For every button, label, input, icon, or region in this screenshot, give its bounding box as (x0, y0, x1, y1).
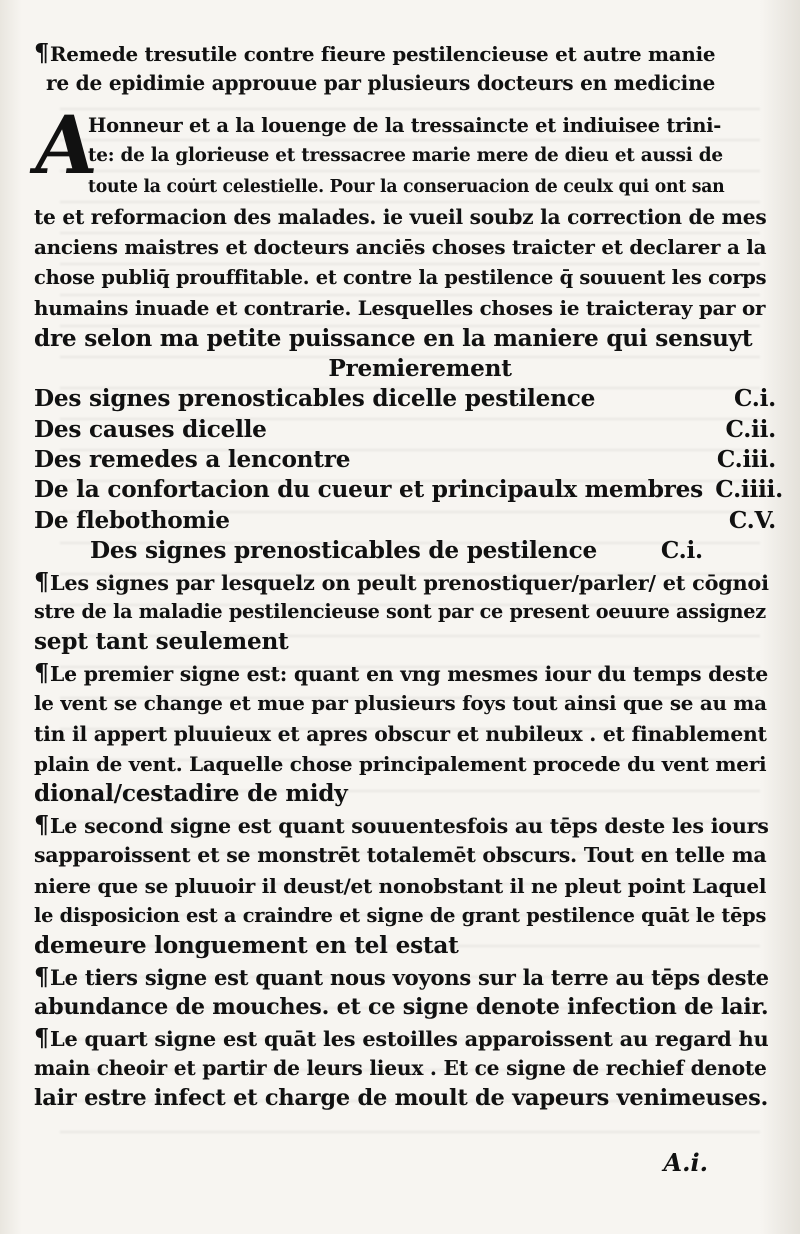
paragraph-mark-icon: ¶ (34, 809, 50, 839)
paragraph-line: niere que se pluuoir il deust/et nonobstant il ne pleut point Laquel (34, 873, 767, 898)
toc-heading: Premierement (328, 354, 512, 382)
paragraph-line: sapparoissent et se monstrēt totalemēt obscurs. Tout en telle ma (34, 843, 767, 868)
paragraph-mark-icon: ¶ (34, 657, 50, 687)
paragraph-line: ¶Le second signe est quant souuentesfois au tēps deste les iours (34, 809, 769, 839)
toc-row (34, 506, 776, 536)
drop-cap-letter: A (27, 97, 103, 192)
toc-row (34, 384, 776, 414)
paragraph-line: dional/cestadire de midy (34, 780, 348, 808)
toc-ref: C.ii. (725, 415, 776, 443)
paragraph-line: ¶Le premier signe est: quant en vng mesmes iour du temps deste (34, 657, 768, 687)
document-text (27, 38, 783, 1114)
toc-ref: C.V. (728, 506, 776, 534)
section-title: Des signes prenosticables de pestilence C.i. (90, 537, 703, 565)
paragraph-line: plain de vent. Laquelle chose principalement procede du vent meri (34, 751, 767, 776)
paragraph-3 (34, 810, 776, 962)
toc-ref: C.iiii. (715, 476, 783, 504)
intro-line: anciens maistres et docteurs anciēs choses traicter et declarer a la (34, 235, 767, 260)
toc-label: Des signes prenosticables dicelle pestilence (34, 385, 596, 413)
toc-ref: C.iii. (716, 446, 776, 474)
toc-label: Des causes dicelle (34, 415, 267, 443)
intro-paragraph (27, 97, 776, 354)
section-ref: C.i. (660, 537, 703, 565)
paragraph-line: sept tant seulement (34, 628, 289, 656)
paragraph-line: main cheoir et partir de leurs lieux . Et ce signe de rechief denote (34, 1055, 767, 1080)
paragraph-line: le disposicion est a craindre et signe de grant pestilence quāt le tēps (34, 903, 767, 927)
paragraph-2 (34, 658, 776, 810)
intro-line: chose publiq̄ prouffitable. et contre la pestilence q̄ souuent les corps (34, 265, 767, 289)
paragraph-mark-icon: ¶ (34, 38, 50, 67)
toc-ref: C.i. (733, 385, 776, 413)
title-line-2: re de epidimie approuue par plusieurs docteurs en medicine (46, 71, 716, 96)
paragraph-mark-icon: ¶ (34, 566, 50, 596)
toc-label: De flebothomie (34, 506, 230, 534)
paragraph-mark-icon: ¶ (34, 1022, 50, 1052)
paragraph-line: ¶Les signes par lesquelz on peult prenostiquer/parler/ et cōgnoi (34, 566, 769, 596)
paragraph-line: ¶Le quart signe est quāt les estoilles apparoissent au regard hu (34, 1022, 769, 1052)
title-line-1: ¶Remede tresutile contre fieure pestilencieuse et autre manie (34, 38, 716, 67)
paragraph-line: le vent se change et mue par plusieurs foys tout ainsi que se au ma (34, 691, 767, 716)
intro-line: te: de la glorieuse et tressacree marie mere de dieu et aussi de (88, 145, 723, 167)
paragraph-5 (34, 1023, 776, 1114)
toc-row (34, 475, 783, 505)
toc-row (34, 415, 776, 445)
toc-label: Des remedes a lencontre (34, 446, 351, 474)
table-of-contents (34, 384, 783, 536)
paragraph-line: tin il appert pluuieux et apres obscur et nubileux . et finablement (34, 721, 767, 746)
paragraph-line: demeure longuement en tel estat (34, 932, 459, 960)
paragraph-mark-icon: ¶ (34, 961, 50, 991)
intro-line: toute la cou̇rt celestielle. Pour la conseruacion de ceulx qui ont san (88, 176, 725, 197)
signature-mark: A.i. (663, 1148, 708, 1177)
paragraph-line: stre de la maladie pestilencieuse sont par ce present oeuure assignez (34, 600, 766, 624)
toc-row (34, 445, 776, 475)
toc-label: De la confortacion du cueur et principaulx membres (34, 476, 703, 504)
paragraph-line: lair estre infect et charge de moult de vapeurs venimeuses. (34, 1085, 769, 1112)
paragraph-1 (34, 567, 776, 658)
paragraph-line: abundance de mouches. et ce signe denote infection de lair. (34, 994, 769, 1021)
paragraph-line: ¶Le tiers signe est quant nous voyons sur la terre au tēps deste (34, 961, 769, 991)
intro-line: humains inuade et contrarie. Lesquelles choses ie traicteray par or (34, 296, 766, 321)
intro-line: te et reformacion des malades. ie vueil soubz la correction de mes (34, 204, 767, 229)
paragraph-4 (34, 962, 776, 1023)
intro-line: dre selon ma petite puissance en la maniere qui sensuyt (34, 324, 753, 352)
intro-line: Honneur et a la louenge de la tressaincte et indiuisee trini- (88, 113, 722, 137)
